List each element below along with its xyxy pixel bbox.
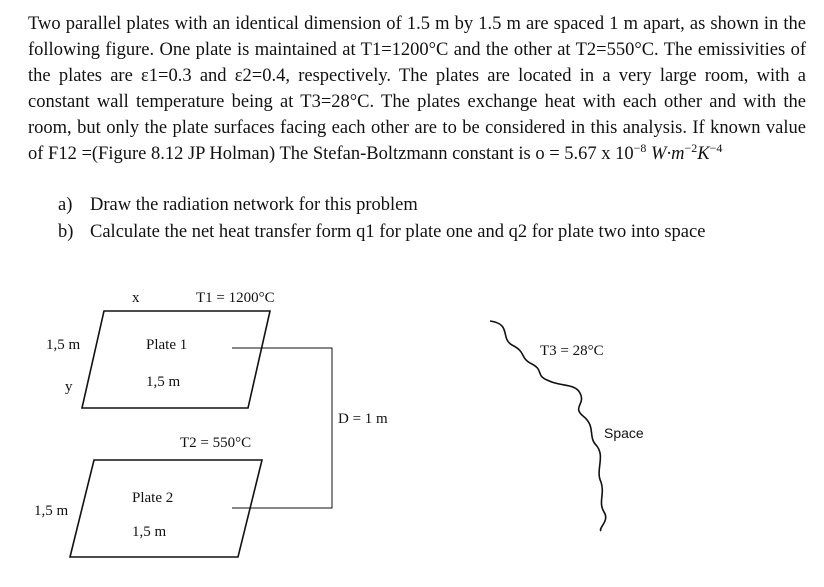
sigma-value: = 5.67 x 10 (544, 144, 634, 164)
t3-label: T3 = 28°C (540, 343, 604, 359)
sigma-exponent: −8 (633, 141, 647, 155)
plate-2-label: Plate 2 (132, 490, 174, 506)
question-text: Draw the radiation network for this problem (90, 195, 418, 215)
problem-text: Two parallel plates with an identical dimension of 1.5 m by 1.5 m are spaced 1 m apart, as shown in the following figure. One plate is maintained at T1=1200°C and the other at T2=550°C. The emissivities of the plates are ε1=0.3 and ε2=0.4, respectively. The plates are located in a very large room, with a constant wall temperature being at T3=28°C. The plates exchange heat with each other and with the room, but only the plate surfaces facing each other are to be considered in this analysis. If known value of F12 =(Figure 8.12 JP Holman) The Stefan-Boltzmann constant is (28, 14, 806, 164)
sigma-symbol: ο (535, 144, 545, 164)
plate-1-width-dimension: 1,5 m (146, 374, 181, 390)
plate-2-side-dimension: 1,5 m (34, 503, 69, 519)
space-label: Space (604, 425, 644, 441)
question-marker: a) (58, 195, 73, 215)
distance-label: D = 1 m (338, 411, 388, 427)
sigma-units-exponent-1: −2 (684, 141, 698, 155)
distance-bracket (232, 348, 332, 508)
question-marker: b) (58, 222, 74, 242)
plate-1-side-dimension: 1,5 m (46, 337, 81, 353)
plate-1-shape (82, 311, 270, 408)
sigma-units-exponent-2: −4 (709, 141, 723, 155)
axis-x-label: x (132, 290, 140, 306)
sigma-units: W·m (646, 144, 685, 164)
axis-y-label: y (65, 379, 73, 395)
plate-1-label: Plate 1 (146, 337, 188, 353)
plate-2-width-dimension: 1,5 m (132, 524, 167, 540)
sigma-units-k: K (697, 144, 710, 164)
question-text: Calculate the net heat transfer form q1 for plate one and q2 for plate two into space (90, 222, 706, 242)
t2-label: T2 = 550°C (180, 435, 252, 451)
t1-label: T1 = 1200°C (196, 290, 275, 306)
